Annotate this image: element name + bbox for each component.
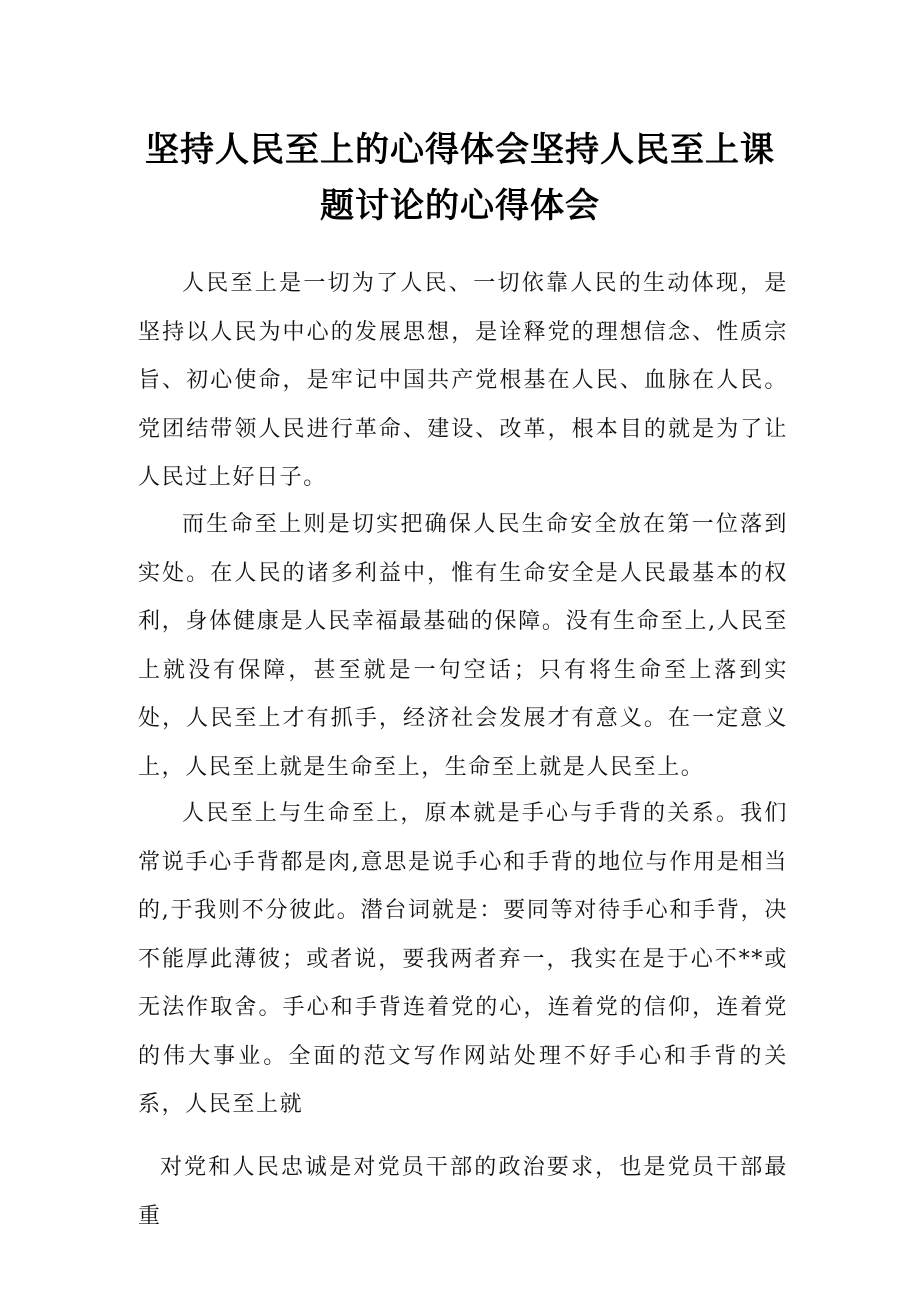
paragraph-3: 人民至上与生命至上，原本就是手心与手背的关系。我们常说手心手背都是肉,意思是说手心和手背的地位与作用是相当的,于我则不分彼此。潜台词就是：要同等对待手心和手背，决不能厚此薄彼；或者说，要我两者弃一，我实在是于心不**或无法作取舍。手心和手背连着党的心，连着党的信仰，连着党的伟大事业。全面的范文写作网站处理不好手心和手背的关系，人民至上就: [138, 801, 788, 1117]
document-title-line-2: 题讨论的心得体会: [320, 186, 600, 226]
paragraph-4: 对党和人民忠诚是对党员干部的政治要求，也是党员干部最重: [138, 1155, 788, 1229]
document-title-line-1: 坚持人民至上的心得体会坚持人民至上课: [145, 130, 775, 170]
paragraph-2: 而生命至上则是切实把确保人民生命安全放在第一位落到实处。在人民的诸多利益中，惟有生命安全是人民最基本的权利，身体健康是人民幸福最基础的保障。没有生命至上,人民至上就没有保障，甚至就是一句空话；只有将生命至上落到实处，人民至上才有抓手，经济社会发展才有意义。在一定意义上，人民至上就是生命至上，生命至上就是人民至上。: [138, 512, 788, 780]
paragraph-1: 人民至上是一切为了人民、一切依靠人民的生动体现，是坚持以人民为中心的发展思想，是诠释党的理想信念、性质宗旨、初心使命，是牢记中国共产党根基在人民、血脉在人民。党团结带领人民进行革命、建设、改革，根本目的就是为了让人民过上好日子。: [138, 271, 788, 490]
